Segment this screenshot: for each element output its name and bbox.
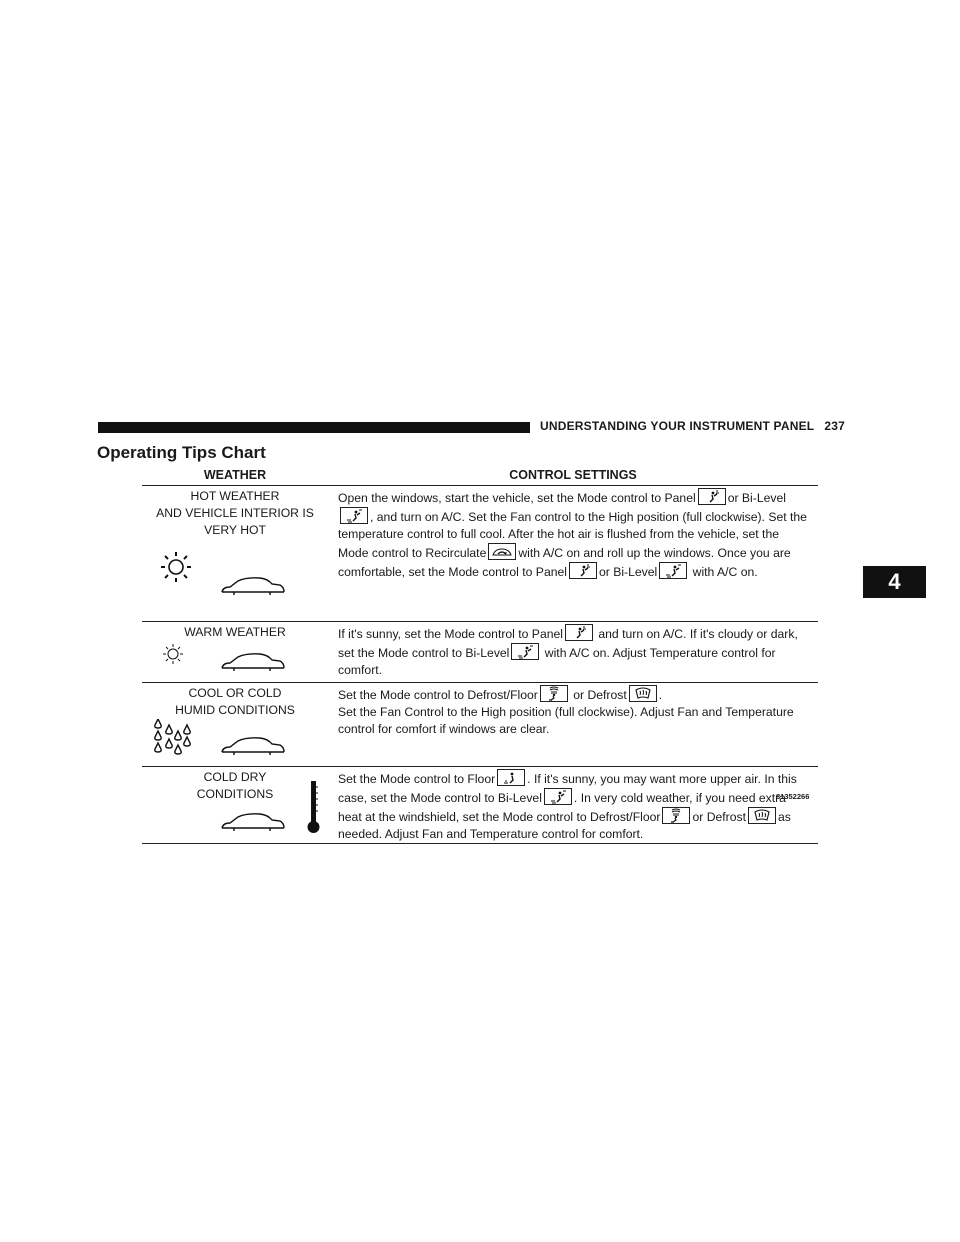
recirculate-icon	[488, 543, 516, 560]
control-text	[338, 685, 812, 738]
weather-cell	[142, 486, 328, 622]
panel-mode-icon	[565, 624, 593, 641]
panel-mode-icon	[569, 562, 597, 579]
figure-id: 81352266	[776, 792, 810, 801]
control-text-part: , and turn on A/C. Set the Fan control to the High position (full clockwise). Set the temperature control to full cool. After the hot air is flushed from the vehicle, set the Mode control to Recirculate	[338, 510, 807, 560]
hot-weather-illustration	[142, 539, 328, 599]
table-row	[142, 486, 818, 622]
raindrops-icon	[155, 719, 190, 754]
control-text-part: with A/C on and roll up the windows. Once you are comfortable, set the Mode control to Panel	[338, 546, 791, 579]
defrost-icon	[748, 807, 776, 824]
control-text-part: as needed. Adjust Fan and Temperature control for comfort.	[338, 810, 791, 841]
weather-cell	[142, 622, 328, 683]
control-cell	[328, 622, 818, 683]
chapter-tab: 4	[863, 566, 926, 598]
weather-label: HOT WEATHER AND VEHICLE INTERIOR IS VERY HOT	[156, 489, 314, 537]
table-row	[142, 767, 818, 844]
weather-cell	[142, 683, 328, 767]
control-text	[338, 769, 812, 843]
table-header-row	[142, 465, 818, 486]
car-icon	[222, 578, 284, 595]
bi-level-mode-icon	[511, 643, 539, 660]
thermometer-icon	[306, 779, 322, 835]
control-text-part: or Defrost	[573, 688, 627, 702]
control-text-part: with A/C on. Adjust Temperature control for comfort.	[338, 646, 776, 677]
column-header-control: CONTROL SETTINGS	[328, 465, 818, 486]
bi-level-mode-icon	[659, 562, 687, 579]
weather-label: WARM WEATHER	[184, 625, 286, 639]
control-text-part: or Bi-Level	[598, 565, 658, 579]
bi-level-mode-icon	[544, 788, 572, 805]
defrost-icon	[629, 685, 657, 702]
control-text-part: .	[658, 688, 663, 702]
control-cell	[328, 683, 818, 767]
defrost-floor-icon	[662, 807, 690, 824]
floor-mode-icon	[497, 769, 525, 786]
cold-dry-illustration	[142, 803, 328, 837]
page-title: Operating Tips Chart	[97, 443, 266, 462]
warm-weather-illustration	[142, 641, 328, 677]
running-header	[540, 419, 845, 433]
control-text-part: . If it's sunny, you may want more upper air. In this case, set the Mode control to Bi-Level	[338, 772, 797, 805]
control-cell	[328, 767, 818, 844]
humid-illustration	[142, 719, 328, 761]
control-text-part: or Defrost	[692, 810, 746, 824]
control-text	[338, 624, 812, 679]
control-text-part: . In very cold weather, if you need extra heat at the windshield, set the Mode control to Defrost/Floor	[338, 791, 786, 824]
header-section: UNDERSTANDING YOUR INSTRUMENT PANEL	[540, 419, 815, 433]
control-text-part: If it's sunny, set the Mode control to Panel	[338, 627, 563, 641]
car-icon	[222, 738, 284, 755]
car-icon	[222, 654, 284, 671]
car-icon	[222, 814, 284, 831]
page-number: 237	[824, 419, 845, 433]
table-row	[142, 683, 818, 767]
control-text-part: Set the Fan Control to the High position (full clockwise). Adjust Fan and Temperature control for comfort if windows are clear.	[338, 705, 794, 736]
weather-cell	[142, 767, 328, 844]
weather-label: COOL OR COLD HUMID CONDITIONS	[175, 686, 295, 717]
control-text-part: Set the Mode control to Floor	[338, 772, 496, 786]
control-text-part: Set the Mode control to Defrost/Floor	[338, 688, 538, 702]
weather-label: COLD DRY CONDITIONS	[196, 770, 274, 801]
operating-tips-table	[142, 465, 818, 844]
control-text	[338, 488, 812, 581]
table-row	[142, 622, 818, 683]
control-cell	[328, 486, 818, 622]
control-text-part: and turn on A/C. If it's cloudy or dark, set the Mode control to Bi-Level	[338, 627, 798, 660]
defrost-floor-icon	[540, 685, 568, 702]
bi-level-mode-icon	[340, 507, 368, 524]
column-header-weather: WEATHER	[142, 465, 328, 486]
weather-illustration	[142, 539, 328, 599]
sun-icon	[161, 552, 191, 582]
control-text-part: with A/C on.	[692, 565, 758, 579]
control-text-part: or Bi-Level	[727, 491, 786, 505]
control-text-part: Open the windows, start the vehicle, set the Mode control to Panel	[338, 491, 696, 505]
header-bar	[98, 422, 530, 433]
panel-mode-icon	[698, 488, 726, 505]
sun-icon	[163, 644, 183, 664]
